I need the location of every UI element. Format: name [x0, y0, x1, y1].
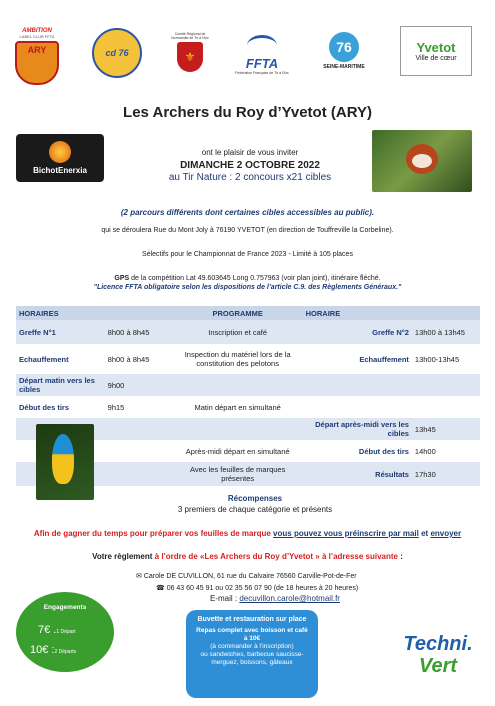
yvetot-logo: [400, 26, 472, 76]
bichot-logo: [16, 134, 104, 182]
cd76-text: cd 76: [105, 48, 129, 58]
gain-red: Afin de gagner du temps pour préparer vos feuilles de marque: [33, 529, 274, 538]
price-2: 10€ :: [30, 644, 55, 656]
buvette-line4: ou sandwiches, barbecue saucisse-merguez, boissons, gâteaux: [200, 651, 304, 666]
engagements-bubble: [16, 592, 114, 672]
row-right-time: 14h00: [412, 440, 480, 462]
desc-2: 2 Départs: [54, 649, 77, 655]
header-horaires: HORAIRES: [16, 306, 105, 320]
comite-text: Comité Régional de Normandie de Tir à l'Arc: [171, 32, 209, 40]
parrot-photo: [36, 424, 94, 500]
recompenses-title: Récompenses: [227, 494, 283, 503]
seine-num: 76: [329, 32, 359, 62]
ary-shield-icon: [15, 41, 59, 85]
recompenses-text: 3 premiers de chaque catégorie et présents: [177, 505, 333, 514]
row-right-label: Départ après-midi vers les cibles: [303, 418, 412, 440]
buvette-box: [186, 610, 318, 698]
table-row: [16, 344, 480, 374]
row-right-time: [412, 396, 480, 418]
page-title: Les Archers du Roy d’Yvetot (ARY): [123, 104, 372, 121]
red-panda-photo: [372, 130, 472, 192]
table-row: [16, 320, 480, 344]
selectifs-text: Sélectifs pour le Championnat de France 2023 - Limité à 105 places: [142, 251, 353, 258]
row-right-time: 17h30: [412, 462, 480, 486]
row-right-label: Résultats: [303, 462, 412, 486]
contact-address-text: Carole DE CUVILLON, 61 rue du Calvaire 76560 Carville-Pot-de-Fer: [143, 573, 357, 580]
licence-text: "Licence FFTA obligatoire selon les dispositions de l’article C.9. des Règlements Généraux.": [93, 284, 402, 291]
header-programme: PROGRAMME: [173, 306, 303, 320]
gain-send: envoyer: [430, 529, 462, 538]
row-left-time: 9h15: [105, 396, 173, 418]
event-type: [120, 172, 380, 183]
header-spacer-right: [412, 306, 480, 320]
contact-phone-text: 06 43 60 45 91 ou 02 35 56 07 90 (de 18 heures à 20 heures): [166, 585, 359, 592]
schedule-header-row: [16, 306, 480, 320]
row-right-label: [303, 374, 412, 396]
bichot-text: BichotEnerxia: [33, 166, 87, 175]
row-right-label: Greffe N°2: [303, 320, 412, 344]
normandie-shield-icon: ⚜: [177, 42, 203, 72]
row-left-label: Début des tirs: [16, 396, 105, 418]
row-left-time: 8h00 à 8h45: [105, 320, 173, 344]
gps-text: [0, 274, 495, 283]
row-left-time: [105, 418, 173, 440]
gps-label: GPS: [114, 275, 130, 282]
yvetot-sub: Ville de cœur: [415, 55, 457, 62]
header-spacer-left: [105, 306, 173, 320]
techni-line1: Techni.: [403, 633, 473, 655]
contact-address: [136, 572, 476, 581]
ambition-line2: LABEL CLUB FFTA: [19, 33, 55, 39]
gps-detail: de la compétition Lat 49.603645 Long 0.757963 (voir plan joint), itinéraire fléché.: [129, 275, 381, 282]
contact-phone: [156, 584, 476, 593]
ambition-logo: [6, 26, 68, 86]
row-programme: Matin départ en simultané: [173, 396, 303, 418]
ffta-sub: Fédération Française de Tir à l'Arc: [235, 71, 289, 75]
row-left-label: Départ matin vers les cibles: [16, 374, 105, 396]
address-text: qui se déroulera Rue du Mont Joly à 76190 YVETOT (en direction de Touffreville la Corbeline).: [101, 227, 394, 234]
yvetot-name: Yvetot: [416, 40, 456, 55]
bichot-flame-icon: [49, 141, 71, 163]
seine-text: SEINE-MARITIME: [323, 64, 365, 70]
buvette-line1: Repas complet avec boisson et café: [196, 627, 308, 634]
row-left-time: [105, 462, 173, 486]
ary-shield-text: ARY: [27, 44, 47, 55]
row-left-time: [105, 440, 173, 462]
desc-1: 1 Départ: [56, 629, 76, 635]
header-horaire: HORAIRE: [303, 306, 412, 320]
row-programme: [173, 418, 303, 440]
preinscription-mail-link[interactable]: vous pouvez vous préinscrire par mail: [273, 529, 419, 538]
comite-logo: [170, 26, 210, 78]
row-right-label: [303, 396, 412, 418]
buvette-title: Buvette et restauration sur place: [197, 616, 307, 623]
reglement-c: :: [398, 552, 403, 561]
panda-face-icon: [412, 154, 432, 168]
row-programme: Après-midi départ en simultané: [173, 440, 303, 462]
table-row: [16, 396, 480, 418]
row-right-label: Echauffement: [303, 344, 412, 374]
row-right-time: [412, 374, 480, 396]
seine-maritime-logo: [316, 28, 372, 74]
row-left-time: 9h00: [105, 374, 173, 396]
reglement-b: à l’ordre de «Les Archers du Roy d’Yvetot » à l’adresse suivante: [154, 552, 398, 561]
event-prefix: au: [168, 172, 183, 183]
row-right-time: 13h00 à 13h45: [412, 320, 480, 344]
ffta-arc-icon: [247, 35, 277, 56]
techni-vert-logo: [392, 614, 484, 696]
row-left-label: Echauffement: [16, 344, 105, 374]
price-1: 7€ .: [38, 624, 57, 636]
buvette-line2: à 10€: [243, 635, 261, 642]
gain-and: et: [418, 529, 431, 538]
ffta-logo: [232, 32, 292, 78]
engagements-title: Engagements: [43, 604, 87, 611]
phone-icon: ☎: [156, 585, 165, 592]
row-programme: Inscription et café: [173, 320, 303, 344]
engagements-row-2: [30, 644, 76, 656]
ffta-text: FFTA: [245, 56, 279, 71]
email-label: E-mail :: [210, 594, 240, 603]
reglement-a: Votre règlement: [92, 552, 155, 561]
event-date: DIMANCHE 2 OCTOBRE 2022: [180, 160, 320, 171]
row-right-time: 13h00-13h45: [412, 344, 480, 374]
row-right-time: 13h45: [412, 418, 480, 440]
row-programme: Inspection du matériel lors de la constitution des pelotons: [173, 344, 303, 374]
row-left-label: Greffe N°1: [16, 320, 105, 344]
row-right-label: Début des tirs: [303, 440, 412, 462]
engagements-row-1: [38, 624, 76, 636]
email-link[interactable]: decuvillon.carole@hotmail.fr: [239, 594, 340, 603]
reglement-text: [20, 552, 475, 561]
event-name: Tir Nature : 2 concours x21 cibles: [182, 172, 332, 183]
table-row: [16, 374, 480, 396]
techni-line2: Vert: [418, 655, 458, 677]
contact-email: [210, 594, 410, 604]
envelope-icon: ✉: [136, 573, 142, 580]
row-programme: [173, 374, 303, 396]
row-left-time: 8h00 à 8h45: [105, 344, 173, 374]
invite-text: ont le plaisir de vous inviter: [201, 148, 299, 157]
row-programme: Avec les feuilles de marques présentes: [173, 462, 303, 486]
parcours-text: (2 parcours différents dont certaines cibles accessibles au public).: [120, 208, 375, 217]
buvette-line3: (à commander à l’inscription): [210, 643, 294, 650]
cd76-logo: [92, 28, 142, 78]
parrot-body-icon: [52, 434, 74, 484]
preinscription-text: [20, 528, 475, 540]
ambition-line1: AMBITION: [22, 27, 52, 34]
